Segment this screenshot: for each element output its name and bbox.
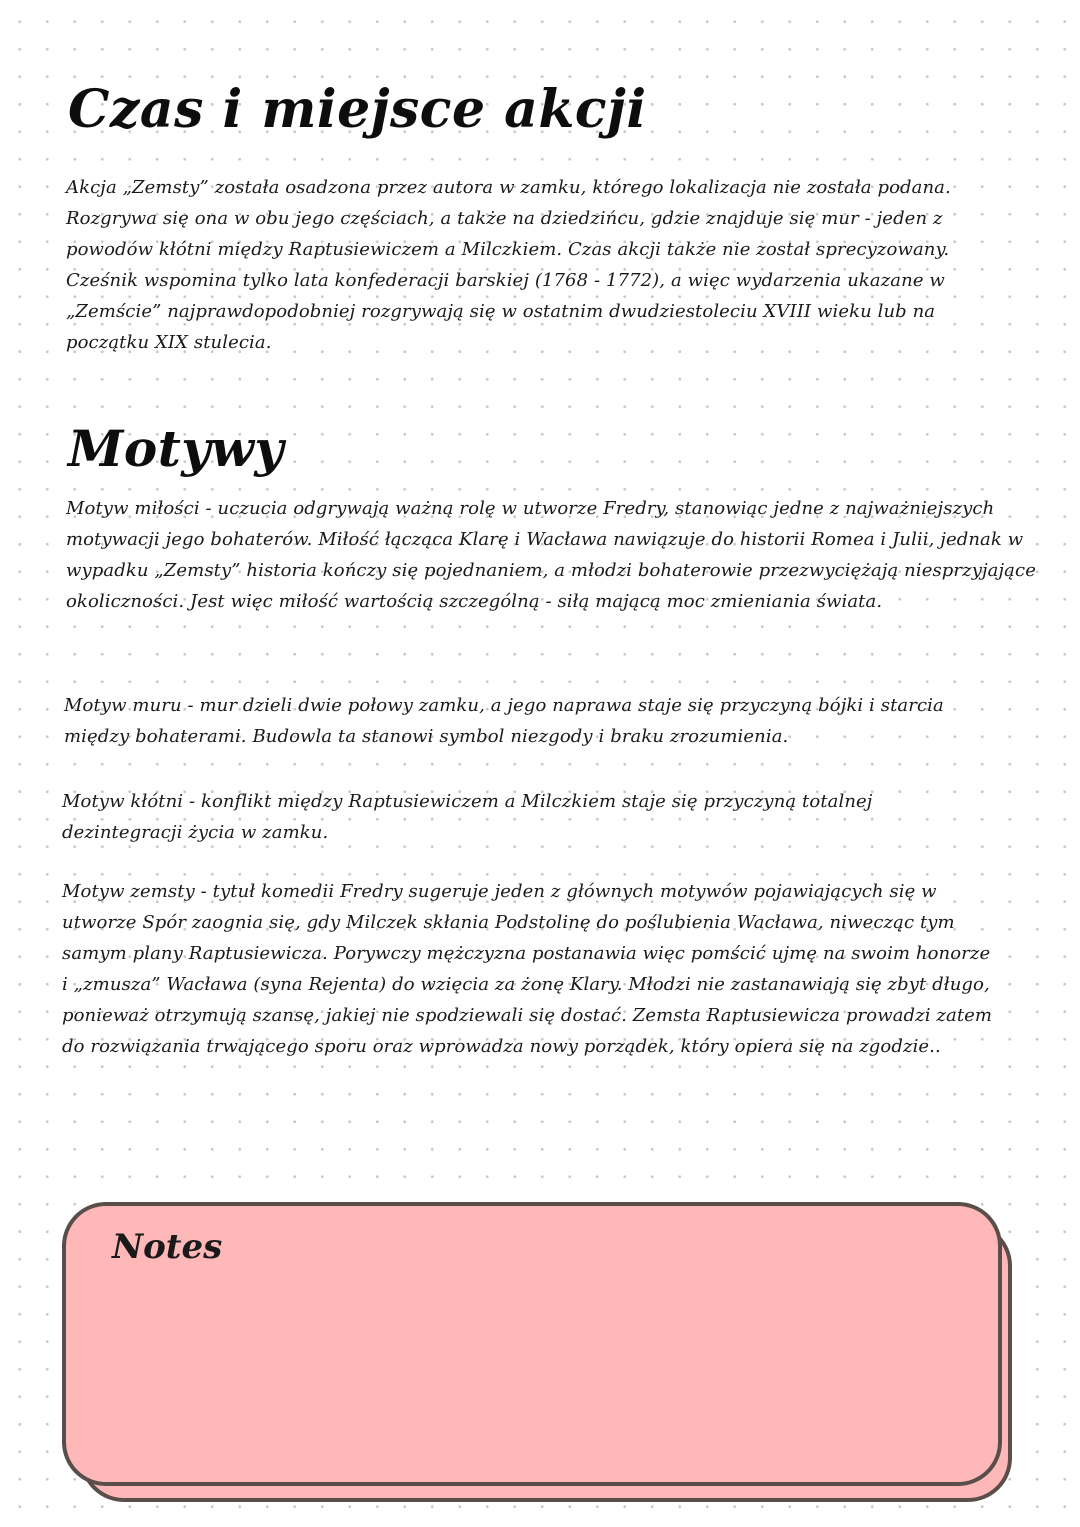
notes-title: Notes <box>112 1227 223 1267</box>
paragraph-motyw-milosci: Motyw miłości - uczucia odgrywają ważną rolę w utworze Fredry, stanowiąc jedne z najważniejszych motywacji jego bohaterów. Miłość łącząca Klarę i Wacława nawiązuje do historii Romea i Julii, jednak w wypadku „Zemsty” historia kończy się pojednaniem, a młodzi bohaterowie przezwyciężają niesprzyjające okoliczności. Jest więc miłość wartością szczególną - siłą mającą moc zmieniania świata. <box>66 498 1036 612</box>
paragraph-czas-i-miejsce: Akcja „Zemsty” została osadzona przez autora w zamku, którego lokalizacja nie została podana. Rozgrywa się ona w obu jego częściach, a także na dziedzińcu, gdzie znajduje się mur - jeden z powodów kłótni między Raptusiewiczem a Milczkiem. Czas akcji także nie został sprecyzowany. Cześnik wspomina tylko lata konfederacji barskiej (1768 - 1772), a więc wydarzenia ukazane w „Zemście” najprawdopodobniej rozgrywają się w ostatnim dwudziestoleciu XVIII wieku lub na początku XIX stulecia. <box>66 177 951 353</box>
paragraph-motyw-zemsty: Motyw zemsty - tytuł komedii Fredry sugeruje jeden z głównych motywów pojawiających się w utworze Spór zaognia się, gdy Milczek skłania Podstolinę do poślubienia Wacława, niwecząc tym samym plany Raptusiewicza. Porywczy mężczyzna postanawia więc pomścić ujmę na swoim honorze i „zmusza” Wacława (syna Rejenta) do wzięcia za żonę Klary. Młodzi nie zastanawiają się zbyt długo, ponieważ otrzymują szansę, jakiej nie spodziewali się dostać. Zemsta Raptusiewicza prowadzi zatem do rozwiązania trwającego sporu oraz wprowadza nowy porządek, który opiera się na zgodzie.. <box>62 881 993 1057</box>
section-title-motywy: Motywy <box>68 419 284 478</box>
section-title-czas-i-miejsce: Czas i miejsce akcji <box>68 79 647 140</box>
paragraph-motyw-klotni: Motyw kłótni - konflikt między Raptusiewiczem a Milczkiem staje się przyczyną totalnej dezintegracji życia w zamku. <box>62 791 873 843</box>
paragraph-motyw-muru: Motyw muru - mur dzieli dwie połowy zamku, a jego naprawa staje się przyczyną bójki i starcia między bohaterami. Budowla ta stanowi symbol niezgody i braku zrozumienia. <box>64 695 944 747</box>
